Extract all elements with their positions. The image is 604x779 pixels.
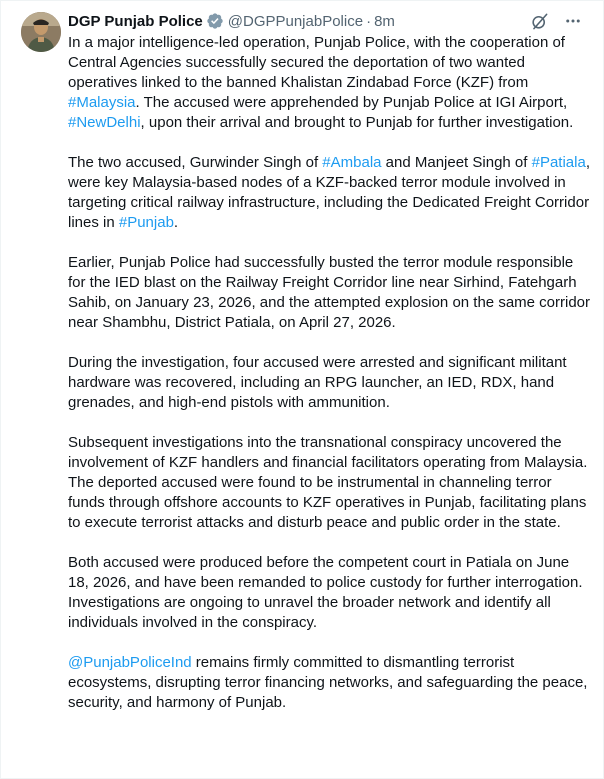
tweet-paragraph [68, 33, 590, 133]
hashtag-punjab[interactable]: #Punjab [118, 214, 174, 231]
author-avatar[interactable] [21, 12, 61, 52]
text-run: . [173, 214, 179, 231]
text-run: and Manjeet Singh of [381, 154, 532, 171]
text-run: , were key Malaysia-based nodes of a KZF-backed terror module involved in targeting critical railway infrastructure, including the Dedicated Freight Corridor lines in [68, 154, 590, 231]
grok-slash-circle-icon[interactable] [529, 11, 549, 31]
author-name[interactable]: DGP Punjab Police [68, 12, 203, 30]
tweet-text [68, 33, 590, 733]
hashtag-patiala[interactable]: #Patiala [531, 154, 586, 171]
text-run: . The accused were apprehended by Punjab Police at IGI Airport, [135, 94, 568, 111]
mention-punjabpoliceind[interactable]: @PunjabPoliceInd [68, 654, 192, 671]
header-actions [529, 11, 583, 31]
hashtag-ambala[interactable]: #Ambala [322, 154, 382, 171]
text-run: In a major intelligence-led operation, Punjab Police, with the cooperation of Central Agencies successfully secured the deportation of two wanted operatives linked to the banned Khalistan Zindabad Force (KZF) from [68, 34, 565, 91]
tweet-paragraph [68, 653, 590, 713]
text-run: , upon their arrival and brought to Punjab for further investigation. [140, 114, 574, 131]
more-horizontal-icon[interactable] [563, 11, 583, 31]
tweet-header [68, 11, 583, 31]
text-run: remains firmly committed to dismantling terrorist ecosystems, disrupting terror financing networks, and safeguarding the peace, security, and harmony of Punjab. [68, 654, 588, 711]
tweet-paragraph [68, 153, 590, 233]
tweet-paragraph: Subsequent investigations into the transnational conspiracy uncovered the involvement of KZF handlers and financial facilitators operating from Malaysia. The deported accused were found to be instrumental in channeling terror funds through offshore accounts to KZF operatives in Punjab, facilitating plans to execute terrorist attacks and disturb peace and public order in the state. [68, 434, 588, 531]
separator-dot: · [366, 12, 372, 30]
hashtag-newdelhi[interactable]: #NewDelhi [68, 114, 141, 131]
text-run: The two accused, Gurwinder Singh of [68, 154, 323, 171]
timestamp[interactable]: 8m [374, 12, 395, 30]
hashtag-malaysia[interactable]: #Malaysia [68, 94, 136, 111]
tweet-paragraph: Both accused were produced before the competent court in Patiala on June 18, 2026, and have been remanded to police custody for further interrogation. Investigations are ongoing to unravel the broader network and identify all individuals involved in the conspiracy. [68, 554, 583, 631]
author-handle[interactable]: @DGPPunjabPolice [227, 12, 364, 30]
gray-verified-badge-icon[interactable] [206, 12, 224, 30]
tweet-paragraph: Earlier, Punjab Police had successfully busted the terror module responsible for the IED blast on the Railway Freight Corridor line near Sirhind, Fatehgarh Sahib, on January 23, 2026, and the attempted explosion on the same corridor near Shambhu, District Patiala, on April 27, 2026. [68, 254, 591, 331]
tweet-paragraph: During the investigation, four accused were arrested and significant militant hardware was recovered, including an RPG launcher, an IED, RDX, hand grenades, and high-end pistols with ammunition. [68, 354, 567, 411]
police-officer-avatar [21, 12, 61, 52]
